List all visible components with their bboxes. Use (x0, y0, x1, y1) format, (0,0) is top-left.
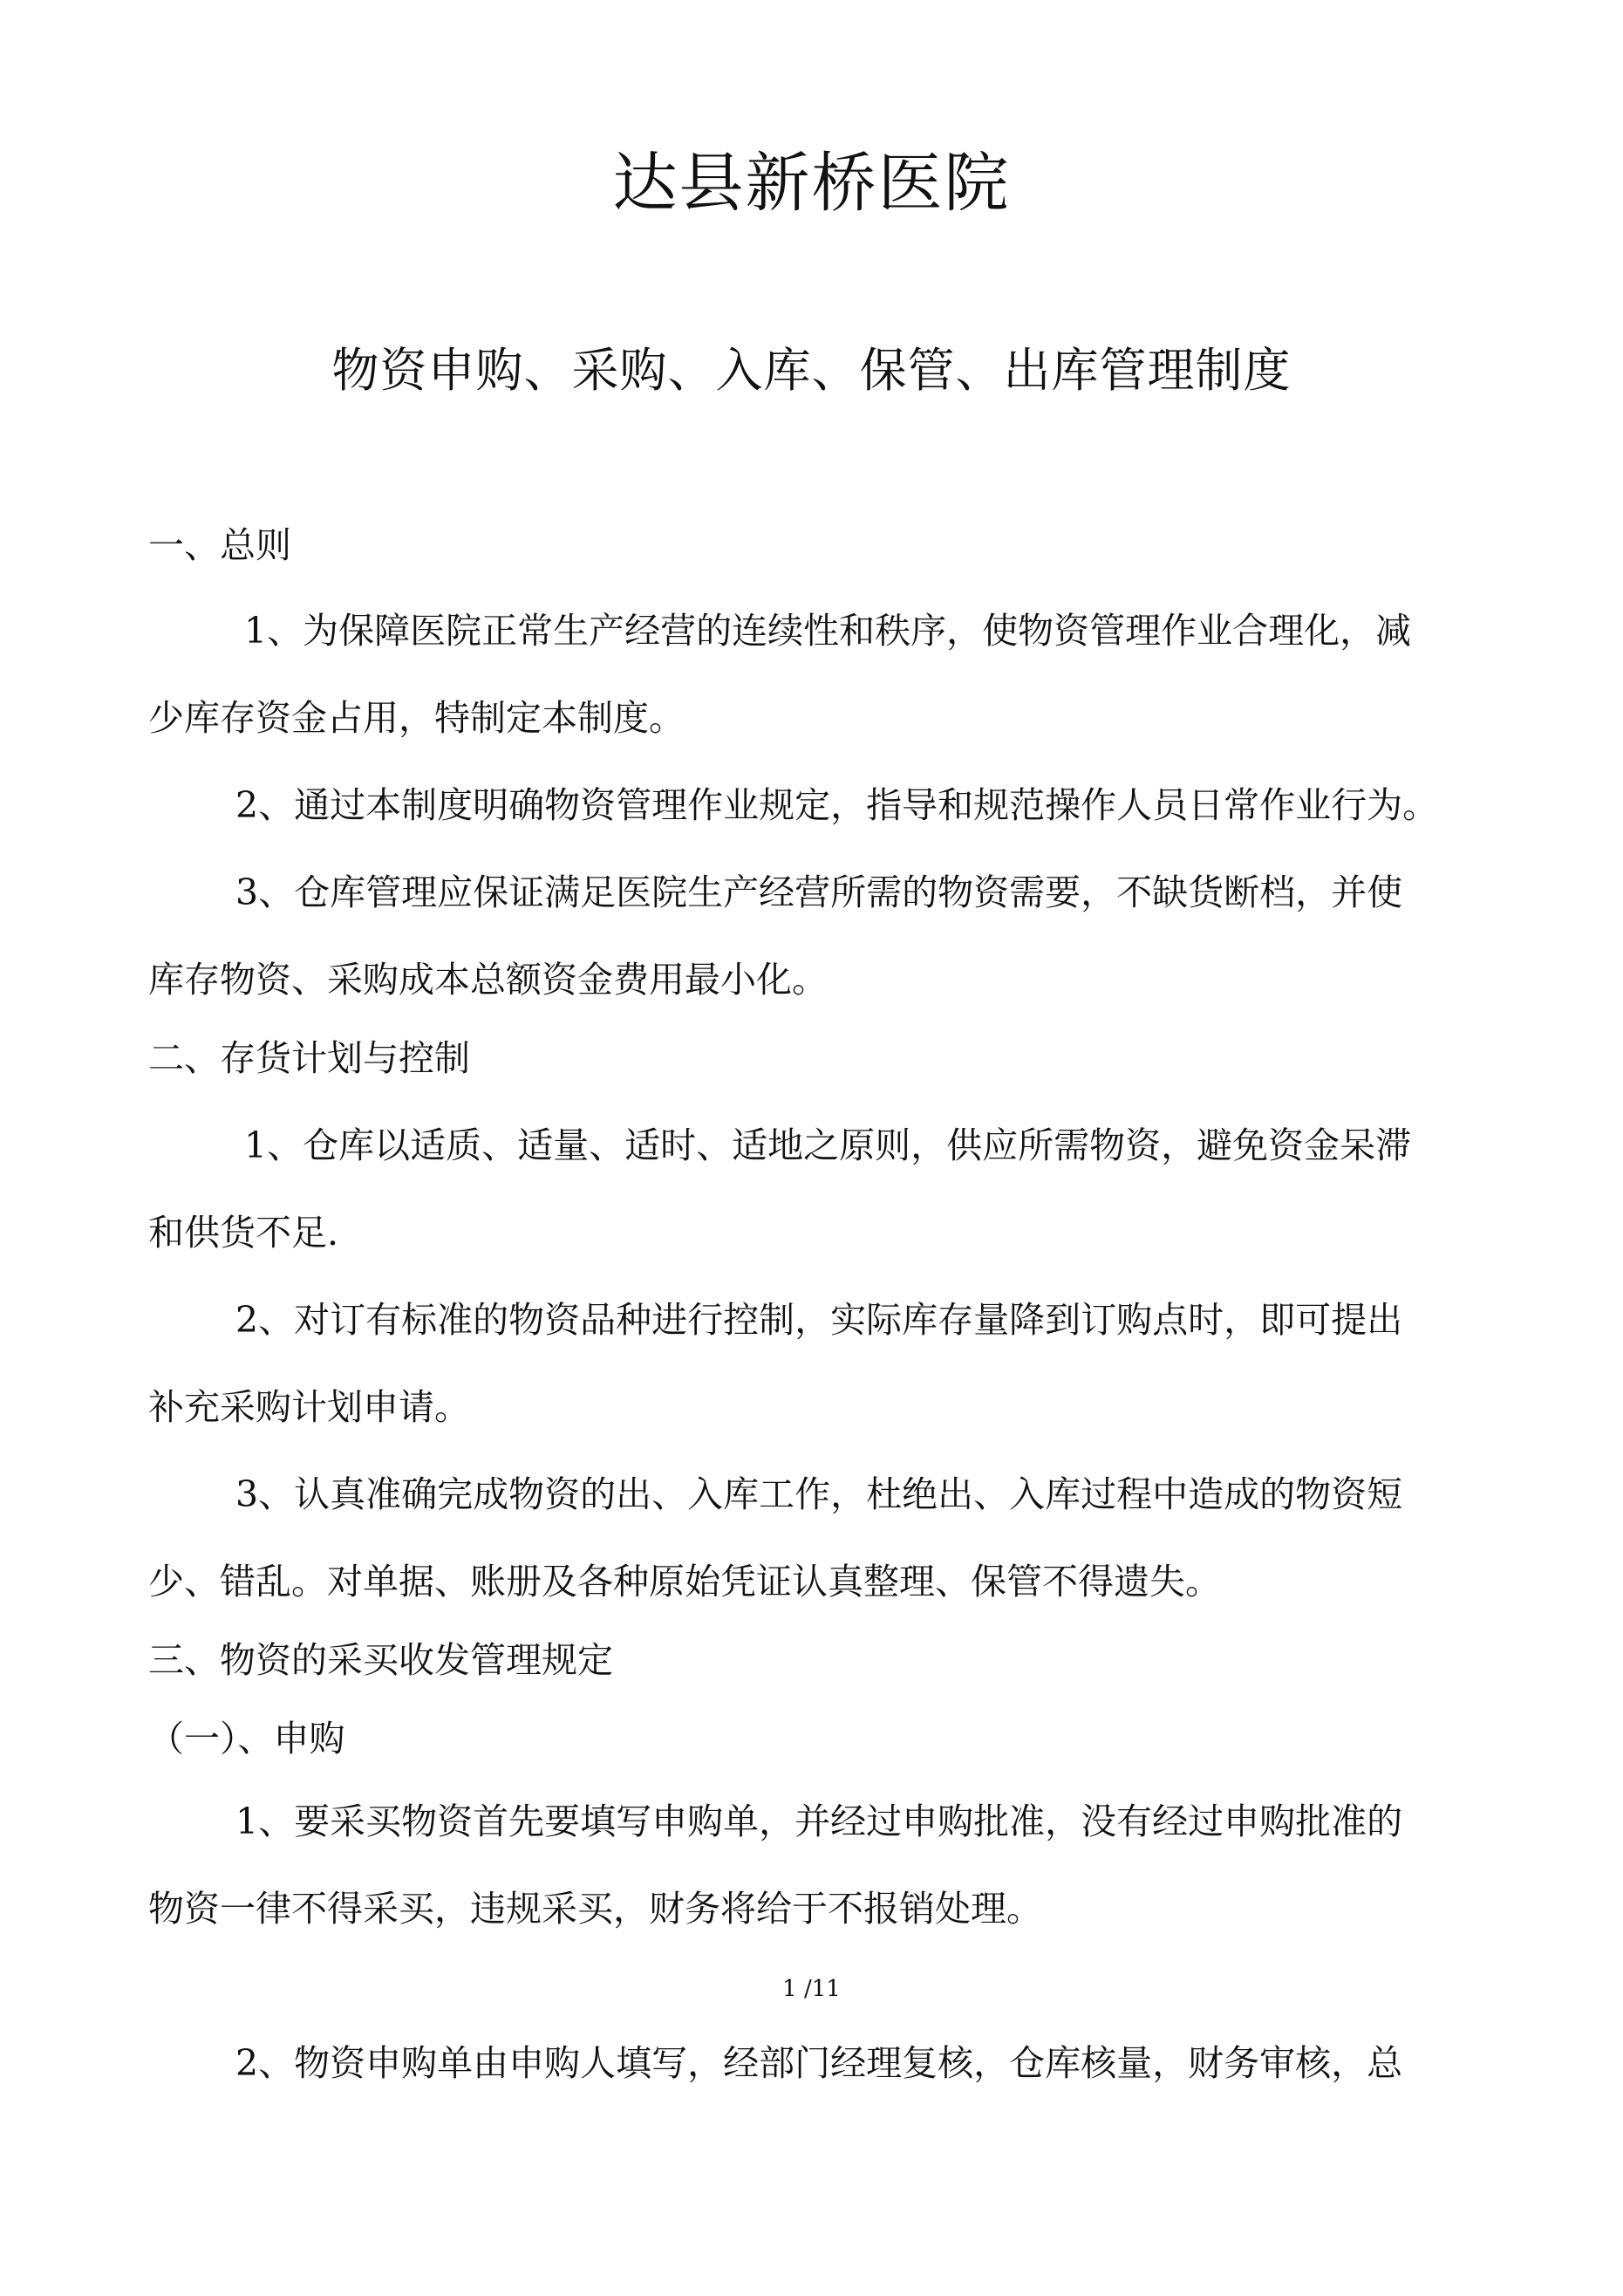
section-1-paragraph-3-cont (148, 953, 1483, 1006)
section-2-paragraph-2-cont (148, 1381, 1483, 1433)
section-2-paragraph-3 (148, 1468, 1483, 1520)
section-3-paragraph-1-cont (148, 1883, 1483, 1935)
paragraph-line: 少、错乱。对单据、账册及各种原始凭证认真整理、保管不得遗失。 (148, 1561, 1221, 1602)
paragraph-line: 少库存资金占用，特制定本制度。 (148, 697, 685, 739)
document-subtitle: 物资申购、采购、入库、保管、出库管理制度 (331, 343, 1292, 398)
section-2-paragraph-3-cont (148, 1555, 1483, 1608)
paragraph-line: 1、为保障医院正常生产经营的连续性和秩序，使物资管理作业合理化，减 (244, 610, 1412, 652)
section-1-paragraph-3 (148, 866, 1483, 919)
section-3-paragraph-2 (148, 2037, 1483, 2089)
section-2-paragraph-2 (148, 1294, 1483, 1346)
paragraph-line: 2、物资申购单由申购人填写，经部门经理复核，仓库核量，财务审核，总 (235, 2042, 1403, 2084)
section-2-paragraph-1 (148, 1119, 1483, 1172)
paragraph-line: 物资一律不得采买，违规采买，财务将给于不报销处理。 (148, 1888, 1042, 1930)
section-2-paragraph-1-cont (148, 1206, 1483, 1259)
section-3-paragraph-1 (148, 1795, 1483, 1848)
section-1-paragraph-1-cont (148, 692, 1483, 744)
paragraph-line: 2、对订有标准的物资品种进行控制，实际库存量降到订购点时，即可提出 (235, 1299, 1403, 1341)
subsection-heading: （一）、申购 (148, 1718, 345, 1760)
paragraph-line: 库存物资、采购成本总额资金费用最小化。 (148, 959, 828, 1001)
paragraph-line: 3、认真准确完成物资的出、入库工作，杜绝出、入库过程中造成的物资短 (235, 1473, 1403, 1515)
paragraph-line: 3、仓库管理应保证满足医院生产经营所需的物资需要，不缺货断档，并使 (235, 871, 1403, 913)
section-3-subsection-1-heading (148, 1712, 1483, 1765)
section-1-paragraph-2 (148, 779, 1483, 831)
paragraph-line: 补充采购计划申请。 (148, 1386, 470, 1428)
paragraph-line: 2、通过本制度明确物资管理作业规定，指导和规范操作人员日常作业行为。 (235, 784, 1439, 826)
section-2-heading: 二、存货计划与控制 (148, 1037, 470, 1079)
paragraph-line: 1、仓库以适质、适量、适时、适地之原则，供应所需物资，避免资金呆滞 (244, 1124, 1412, 1166)
section-1-heading: 一、总则 (148, 524, 291, 566)
section-3-heading: 三、物资的采买收发管理规定 (148, 1639, 613, 1681)
page-number: 1 /11 (782, 1976, 841, 2002)
paragraph-line: 和供货不足. (148, 1212, 339, 1254)
document-title: 达县新桥医院 (612, 146, 1011, 221)
section-1-paragraph-1 (148, 605, 1483, 657)
paragraph-line: 1、要采买物资首先要填写申购单，并经过申购批准，没有经过申购批准的 (235, 1801, 1403, 1842)
